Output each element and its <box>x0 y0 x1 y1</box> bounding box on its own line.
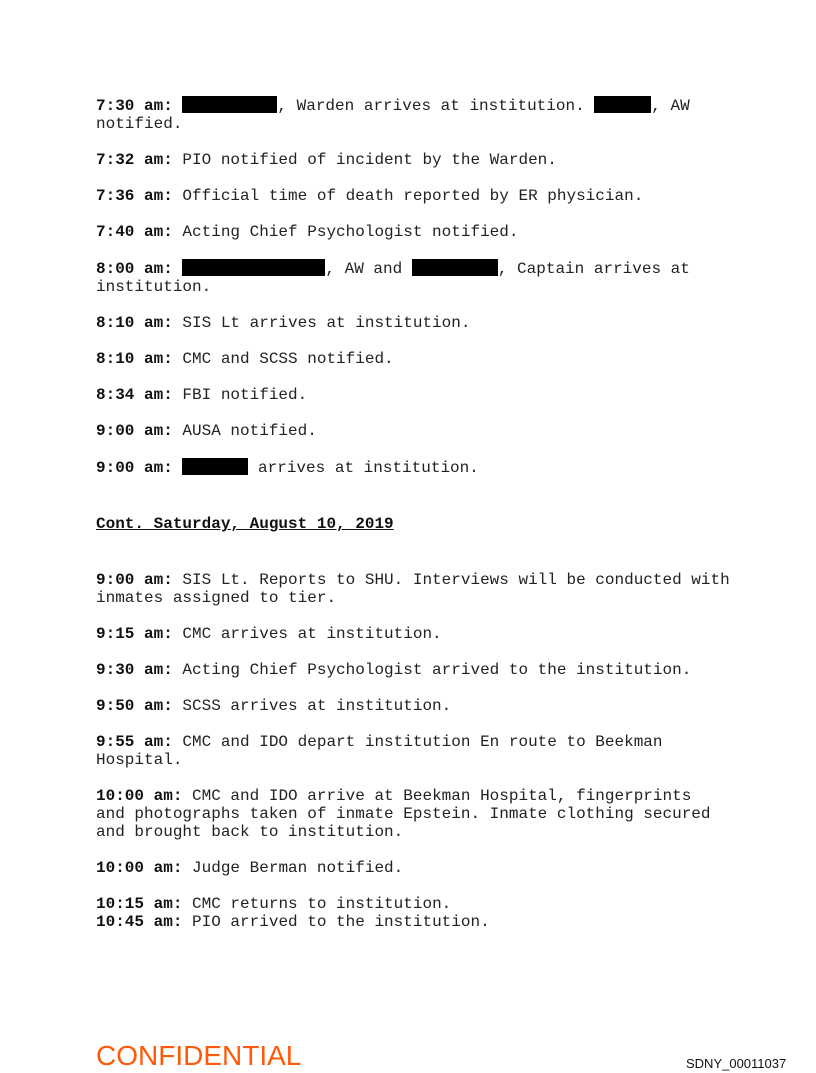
timeline-entry <box>96 386 736 404</box>
redaction-box <box>182 96 277 113</box>
timeline-entry <box>96 151 736 169</box>
timeline-entry <box>96 625 736 643</box>
timeline-entry <box>96 314 736 332</box>
entry-text: FBI notified. <box>172 386 308 404</box>
entry-text: arrives at institution. <box>248 459 479 477</box>
timeline-entry <box>96 859 736 877</box>
bates-number: SDNY_00011037 <box>686 1056 787 1071</box>
redaction-box <box>182 259 325 276</box>
entry-text: , AW notified. <box>96 97 700 133</box>
entry-time: 7:36 am: <box>96 187 173 205</box>
entry-text: , Warden arrives at institution. <box>277 97 595 115</box>
timeline-entry <box>96 96 736 133</box>
timeline-entry <box>96 571 740 607</box>
entry-time: 8:00 am: <box>96 260 173 278</box>
entry-time: 9:00 am: <box>96 422 173 440</box>
timeline-entry <box>96 259 736 296</box>
timeline-entry <box>96 661 736 679</box>
entry-time: 10:00 am: <box>96 859 183 877</box>
entry-time: 7:32 am: <box>96 151 173 169</box>
entry-time: 9:00 am: <box>96 571 173 589</box>
timeline-entry <box>96 787 721 841</box>
entry-text: SCSS arrives at institution. <box>172 697 452 715</box>
entry-text: Official time of death reported by ER physician. <box>172 187 644 205</box>
entry-text: PIO arrived to the institution. <box>182 913 490 931</box>
entry-text: AUSA notified. <box>172 422 317 440</box>
entry-time: 8:10 am: <box>96 314 173 332</box>
entry-time: 8:34 am: <box>96 386 173 404</box>
timeline-entry <box>96 733 736 769</box>
entry-text: CMC arrives at institution. <box>172 625 442 643</box>
redaction-box <box>182 458 248 475</box>
confidential-label: CONFIDENTIAL <box>96 1040 302 1071</box>
entry-text: CMC and IDO arrive at Beekman Hospital, fingerprints and photographs taken of inmate Epstein. Inmate clothing secured and brought back to institution. <box>96 787 721 841</box>
entry-text: CMC and SCSS notified. <box>172 350 394 368</box>
timeline-entry <box>96 697 736 715</box>
entry-time: 9:50 am: <box>96 697 173 715</box>
entry-text: Acting Chief Psychologist notified. <box>172 223 519 241</box>
entry-time: 9:15 am: <box>96 625 173 643</box>
entry-text: PIO notified of incident by the Warden. <box>172 151 557 169</box>
timeline-entry <box>96 350 736 368</box>
entry-time: 9:55 am: <box>96 733 173 751</box>
entry-text: , AW and <box>325 260 412 278</box>
entry-text: Acting Chief Psychologist arrived to the institution. <box>172 661 692 679</box>
entry-time: 9:30 am: <box>96 661 173 679</box>
section-heading: Cont. Saturday, August 10, 2019 <box>96 515 394 533</box>
entry-text: CMC returns to institution. <box>182 895 452 913</box>
redaction-box <box>412 259 498 276</box>
entry-text: , Captain arrives at institution. <box>96 260 700 296</box>
entry-text: SIS Lt. Reports to SHU. Interviews will be conducted with inmates assigned to tier. <box>96 571 740 607</box>
timeline-entry <box>96 913 736 931</box>
entry-text: SIS Lt arrives at institution. <box>172 314 471 332</box>
timeline-entry <box>96 895 736 913</box>
entry-time: 10:00 am: <box>96 787 183 805</box>
entry-text <box>173 260 183 278</box>
entry-time: 10:45 am: <box>96 913 183 931</box>
timeline-entry <box>96 187 736 205</box>
timeline-entry <box>96 422 736 440</box>
entry-text: CMC and IDO depart institution En route to Beekman Hospital. <box>96 733 673 769</box>
timeline-entry <box>96 458 736 477</box>
redaction-box <box>594 96 651 113</box>
entry-text <box>173 97 183 115</box>
entry-time: 7:30 am: <box>96 97 173 115</box>
entry-text <box>173 459 183 477</box>
entry-time: 9:00 am: <box>96 459 173 477</box>
entry-time: 10:15 am: <box>96 895 183 913</box>
timeline-entry <box>96 223 736 241</box>
entry-text: Judge Berman notified. <box>182 859 404 877</box>
document-page <box>96 96 740 931</box>
entry-time: 8:10 am: <box>96 350 173 368</box>
entry-time: 7:40 am: <box>96 223 173 241</box>
